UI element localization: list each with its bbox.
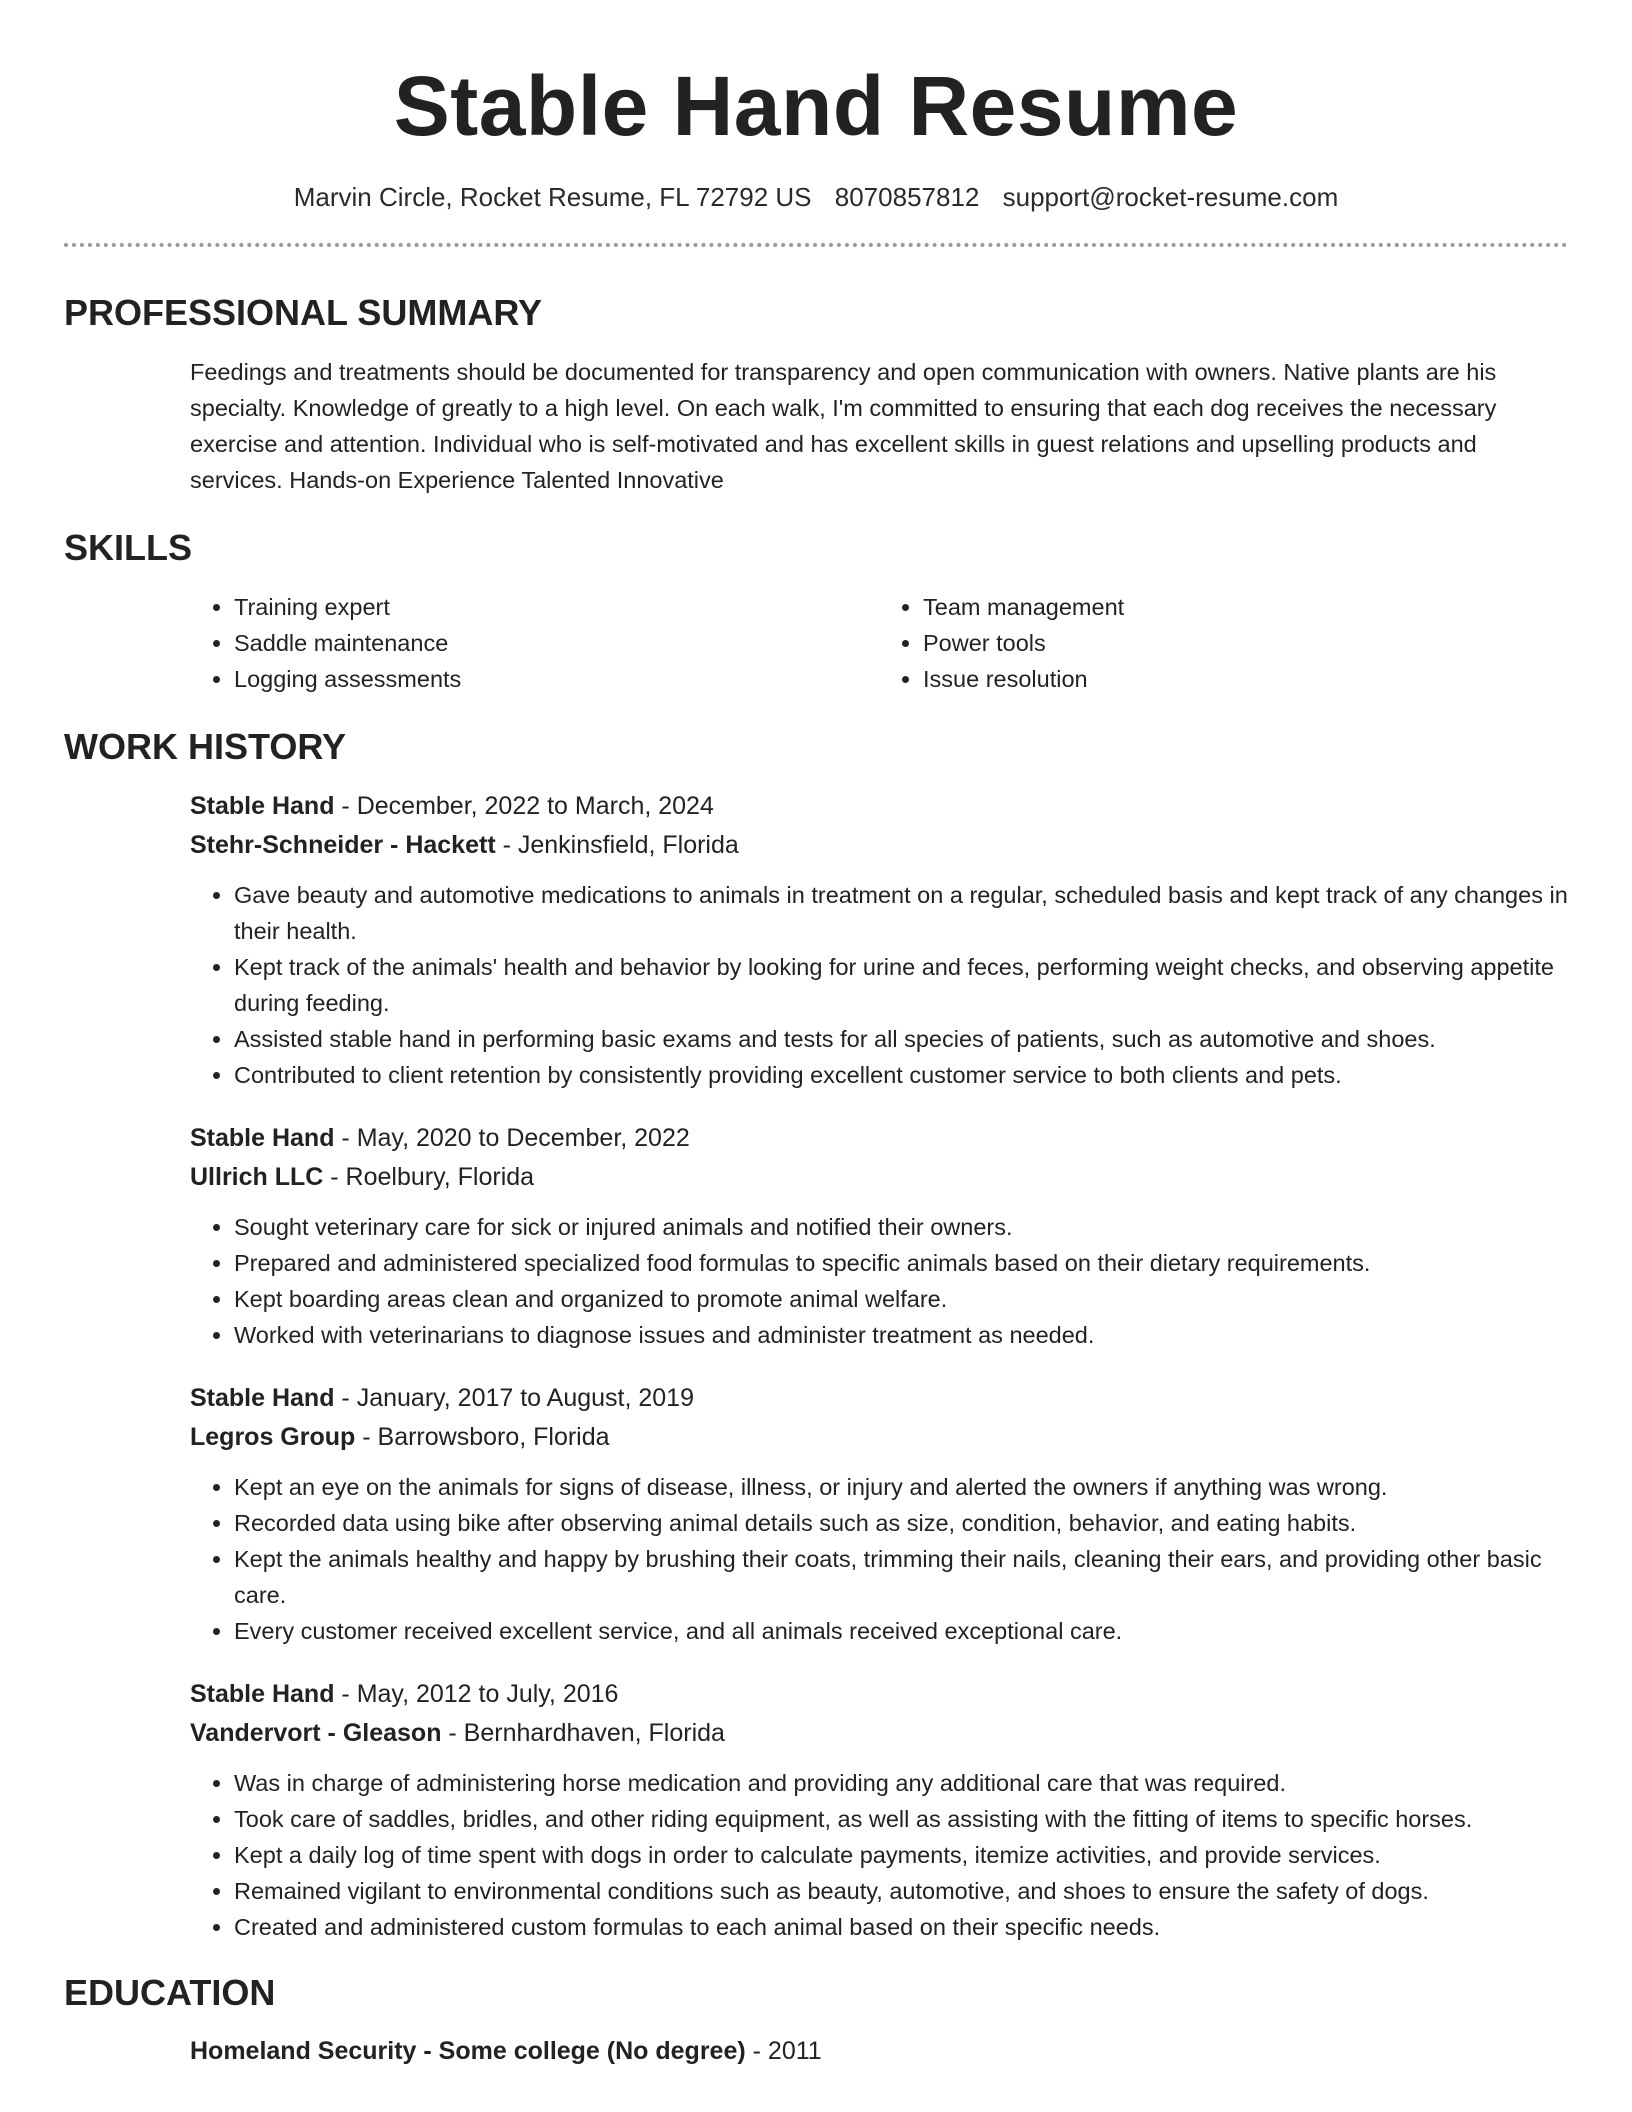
job-company-line	[190, 1713, 1568, 1753]
skill-item: • Saddle maintenance	[234, 625, 879, 661]
job-location: - Jenkinsfield, Florida	[495, 830, 739, 859]
job-title-line	[190, 1379, 1568, 1417]
summary-section	[64, 291, 1568, 498]
job-duty: • Worked with veterinarians to diagnose issues and administer treatment as needed.	[234, 1317, 1568, 1353]
skills-grid	[64, 589, 1568, 697]
resume-name: Stable Hand Resume	[393, 59, 1239, 153]
job-company-line	[190, 825, 1568, 865]
job-duty: • Kept an eye on the animals for signs of disease, illness, or injury and alerted the owners if anything was wrong.	[234, 1469, 1568, 1505]
job-duty: • Kept the animals healthy and happy by brushing their coats, trimming their nails, cleaning their ears, and providing other basic care.	[234, 1541, 1568, 1613]
job-company-line	[190, 1417, 1568, 1457]
job-title-line	[190, 1119, 1568, 1157]
header-divider	[64, 243, 1568, 247]
summary-heading: PROFESSIONAL SUMMARY	[64, 292, 543, 333]
skills-list-right	[879, 589, 1568, 697]
job-duty: • Took care of saddles, bridles, and other riding equipment, as well as assisting with the fitting of items to specific horses.	[234, 1801, 1568, 1837]
education-section	[64, 1971, 1568, 2070]
job-title-line	[190, 787, 1568, 825]
job-duty: • Sought veterinary care for sick or injured animals and notified their owners.	[234, 1209, 1568, 1245]
education-heading: EDUCATION	[64, 1971, 276, 2013]
skills-heading: SKILLS	[64, 527, 193, 569]
skill-item: • Issue resolution	[923, 661, 1568, 697]
job-entry	[190, 1675, 1568, 1945]
job-duty: • Recorded data using bike after observing animal details such as size, condition, behavior, and eating habits.	[234, 1505, 1568, 1541]
skill-item: • Logging assessments	[234, 661, 879, 697]
job-duty: • Created and administered custom formulas to each animal based on their specific needs.	[234, 1909, 1568, 1945]
job-duty: • Remained vigilant to environmental conditions such as beauty, automotive, and shoes to ensure the safety of dogs.	[234, 1873, 1568, 1909]
job-company: Vandervort - Gleason	[190, 1718, 442, 1747]
job-location: - Bernhardhaven, Florida	[441, 1718, 725, 1747]
job-title: Stable Hand	[190, 1383, 335, 1412]
job-entry	[190, 787, 1568, 1093]
job-duty: • Kept boarding areas clean and organized to promote animal welfare.	[234, 1281, 1568, 1317]
job-company-line	[190, 1157, 1568, 1197]
job-duty: • Contributed to client retention by consistently providing excellent customer service to both clients and pets.	[234, 1057, 1568, 1093]
skills-section	[64, 526, 1568, 697]
job-duties	[190, 877, 1568, 1093]
education-year: - 2011	[745, 2036, 822, 2065]
job-dates: - December, 2022 to March, 2024	[334, 791, 714, 820]
skill-item: • Training expert	[234, 589, 879, 625]
contact-line	[64, 182, 1568, 213]
work-history-heading: WORK HISTORY	[64, 726, 347, 768]
job-title: Stable Hand	[190, 791, 335, 820]
job-company: Legros Group	[190, 1422, 356, 1451]
job-duty: • Was in charge of administering horse medication and providing any additional care that was required.	[234, 1765, 1568, 1801]
job-title-line	[190, 1675, 1568, 1713]
skill-item: • Power tools	[923, 625, 1568, 661]
job-duty: • Every customer received excellent service, and all animals received exceptional care.	[234, 1613, 1568, 1649]
job-title: Stable Hand	[190, 1123, 335, 1152]
job-duty: • Kept track of the animals' health and behavior by looking for urine and feces, performing weight checks, and observing appetite during feeding.	[234, 949, 1568, 1021]
summary-text: Feedings and treatments should be documented for transparency and open communication with owners. Native plants are his specialty. Knowledge of greatly to a high level. On each walk, I'm committed to ensuring that each dog receives the necessary exercise and attention. Individual who is self-motivated and has excellent skills in guest relations and upselling products and services. Hands-on Experience Talented Innovative	[190, 359, 1497, 494]
job-duties	[190, 1469, 1568, 1649]
job-entry	[190, 1119, 1568, 1353]
job-title: Stable Hand	[190, 1679, 335, 1708]
work-history-section	[64, 725, 1568, 1944]
job-duty: • Prepared and administered specialized food formulas to specific animals based on their dietary requirements.	[234, 1245, 1568, 1281]
education-school: Homeland Security	[190, 2036, 417, 2065]
job-duties	[190, 1765, 1568, 1945]
contact-address: Marvin Circle, Rocket Resume, FL 72792 US	[293, 182, 812, 212]
education-entry	[190, 2032, 1568, 2070]
contact-phone: 8070857812	[834, 182, 980, 212]
job-location: - Roelbury, Florida	[323, 1162, 535, 1191]
skills-list-left	[190, 589, 879, 697]
job-company: Ullrich LLC	[190, 1162, 324, 1191]
job-duty: • Gave beauty and automotive medications to animals in treatment on a regular, scheduled basis and kept track of any changes in their health.	[234, 877, 1568, 949]
job-entry	[190, 1379, 1568, 1649]
job-location: - Barrowsboro, Florida	[355, 1422, 610, 1451]
skill-item: • Team management	[923, 589, 1568, 625]
education-degree: - Some college (No degree)	[416, 2036, 746, 2065]
contact-email: support@rocket-resume.com	[1002, 182, 1339, 212]
job-dates: - January, 2017 to August, 2019	[334, 1383, 694, 1412]
job-dates: - May, 2012 to July, 2016	[334, 1679, 619, 1708]
job-duties	[190, 1209, 1568, 1353]
job-duty: • Assisted stable hand in performing basic exams and tests for all species of patients, such as automotive and shoes.	[234, 1021, 1568, 1057]
job-dates: - May, 2020 to December, 2022	[334, 1123, 690, 1152]
job-duty: • Kept a daily log of time spent with dogs in order to calculate payments, itemize activities, and provide services.	[234, 1837, 1568, 1873]
job-company: Stehr-Schneider - Hackett	[190, 830, 496, 859]
